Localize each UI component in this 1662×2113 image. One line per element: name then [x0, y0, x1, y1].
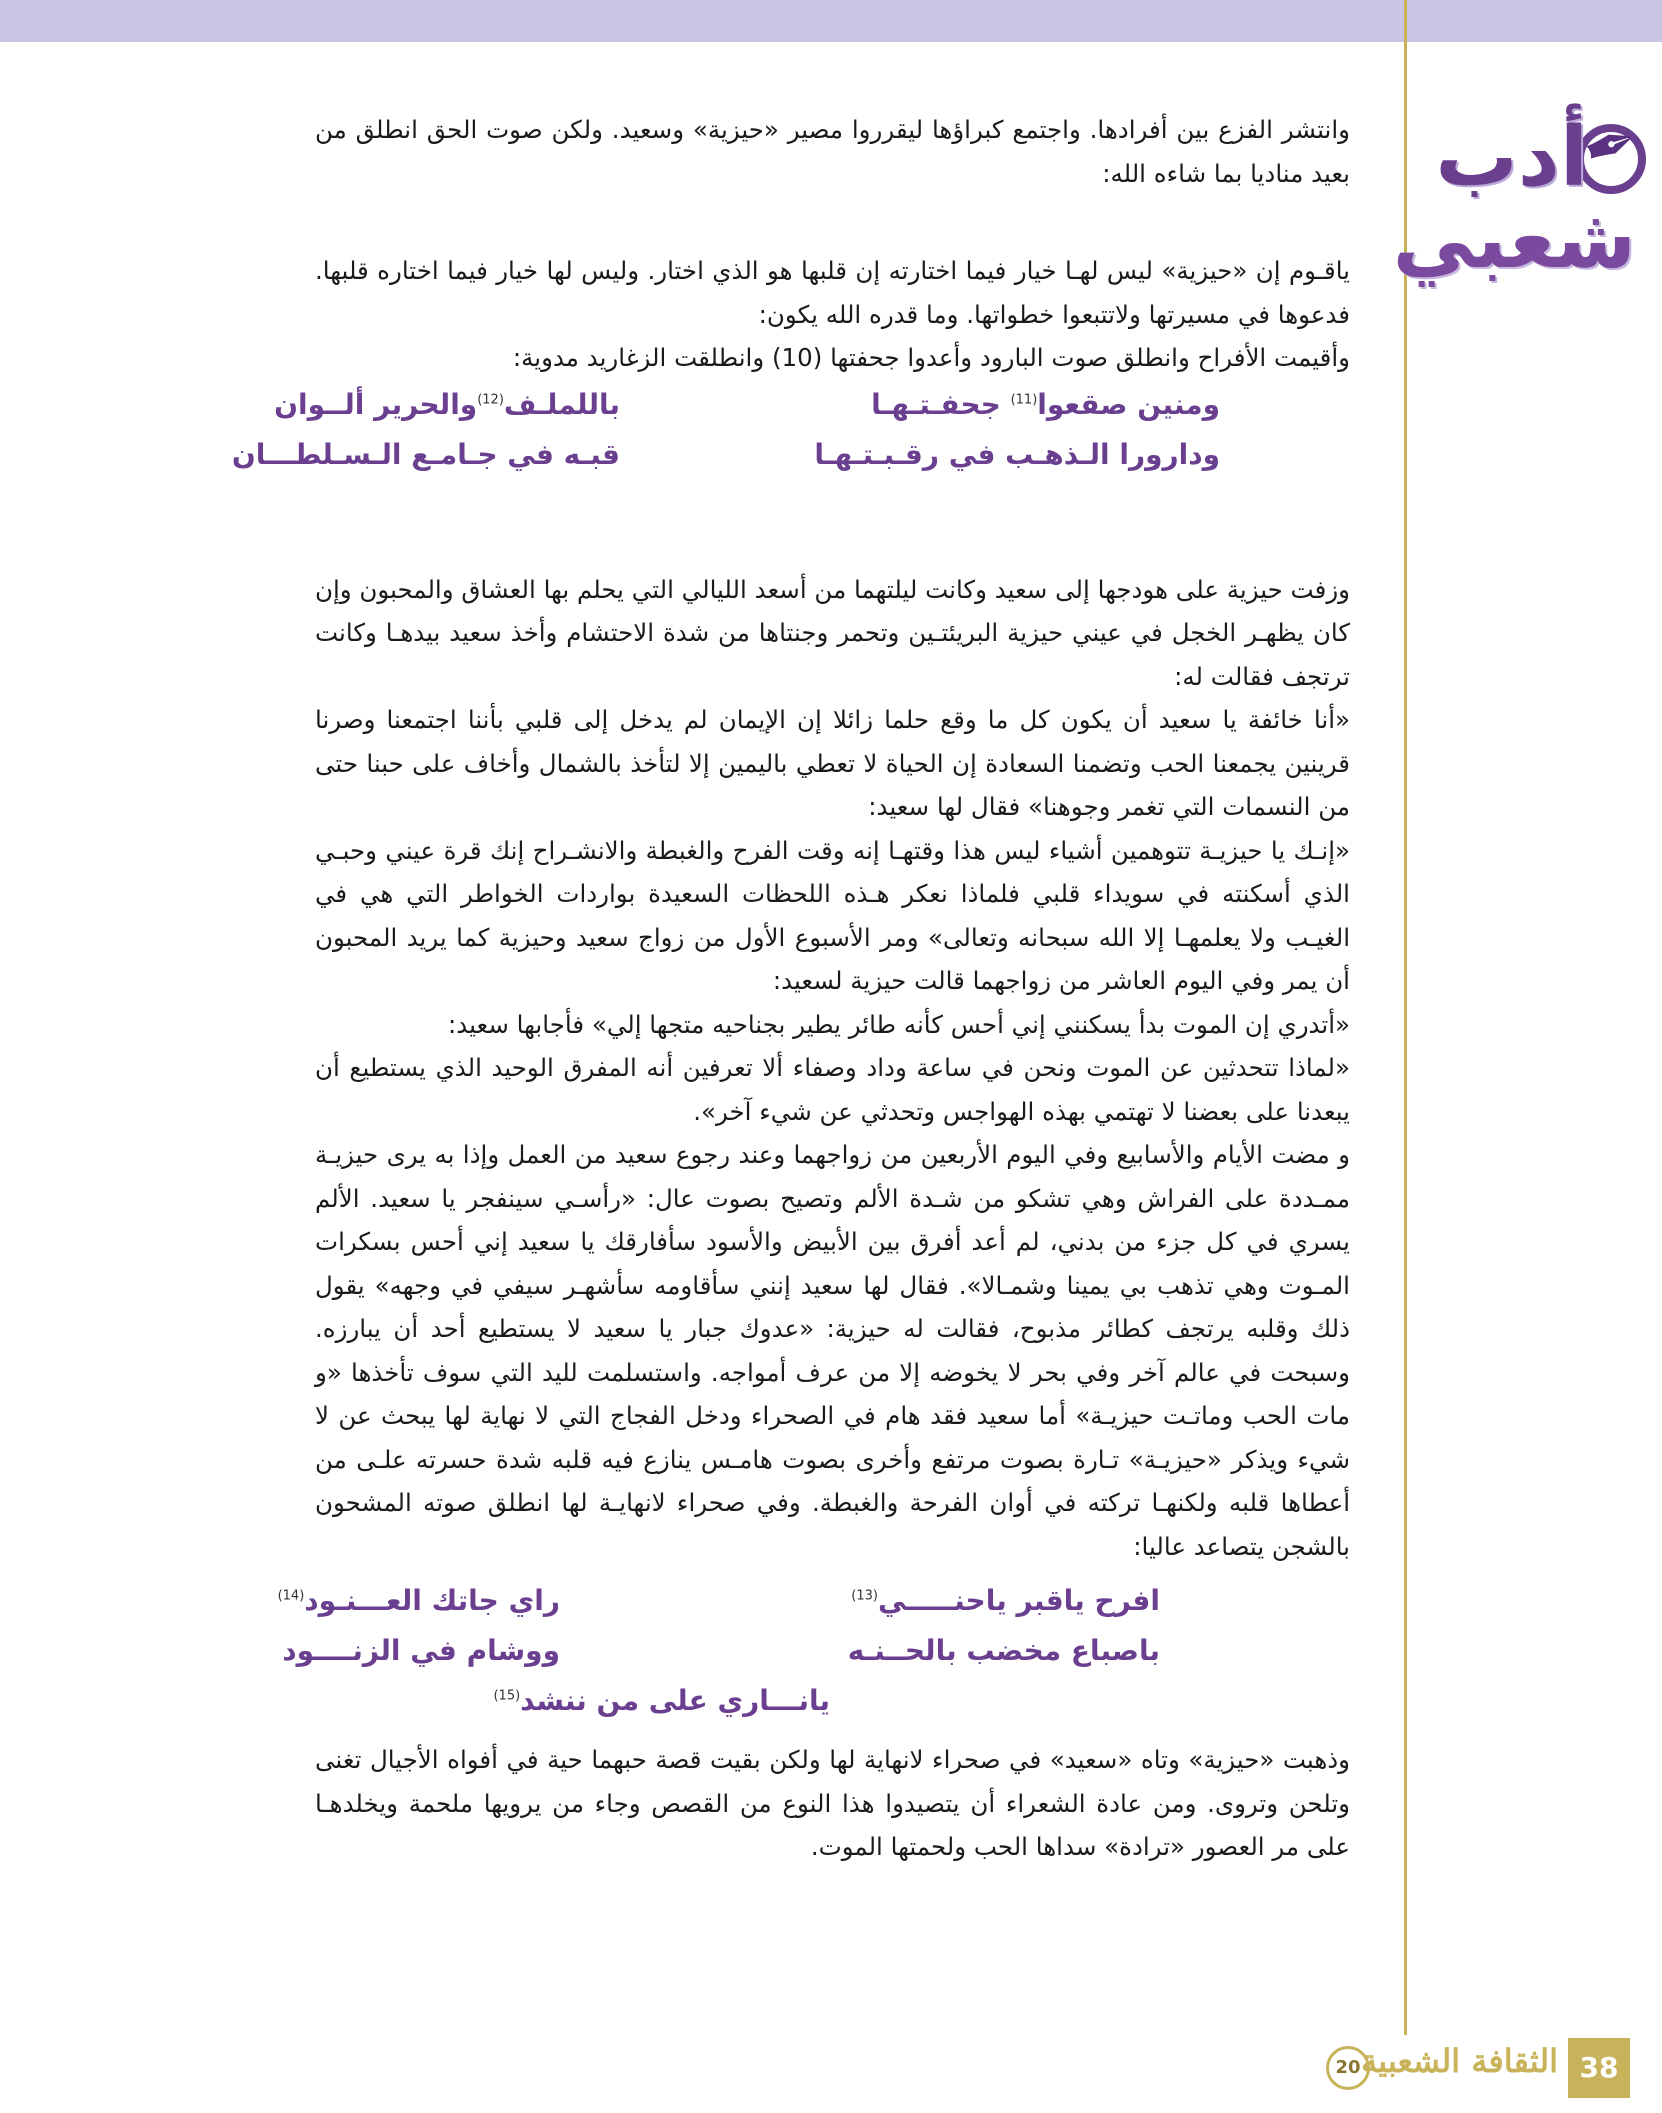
footnote-ref: (12): [477, 392, 504, 408]
verse-text: افرح ياقبر ياحنـــــي: [877, 1584, 1160, 1617]
footnote-ref: (14): [277, 1588, 305, 1604]
verse-text: ودارورا الـذهـب في رقـبـتـهـا: [814, 437, 1220, 471]
paragraph: «لماذا تتحدثين عن الموت ونحن في ساعة وداد وصفاء ألا تعرفين أنه المفرق الوحيد الذي يستطيع أن يبعدنا على بعضنا لا تهتمي بهذه الهواجس وتحدثي عن شيء آخر».: [315, 1053, 1350, 1126]
article-body: [231, 108, 1350, 1869]
section-title-line1: أدب: [1435, 110, 1588, 205]
paragraph: ياقـوم إن «حيزية» ليس لهـا خيار فيما اختارته إن قلبها هو الذي اختار. وليس لها خيار فيما اختاره قلبها. فدعوها في مسيرتها ولاتتبعوا خطواتها. وما قدره الله يكون:: [315, 256, 1350, 329]
section-title-line2: شعبي: [1392, 192, 1636, 287]
paragraph: و مضت الأيام والأسابيع وفي اليوم الأربعين من زواجهما وعند رجوع سعيد من العمل وإذا به يرى حيزيـة ممـددة على الفراش وهي تشكو من شـدة الألم وتصيح بصوت عال: «رأسـي سينفجر يا سعيد. الألم يسري في كل جزء من بدني، لم أعد أفرق بين الأبيض والأسود سأفارقك يا سعيد إني أحس بسكرات المـوت وهي تذهب بي يمينا وشمـالا». فقال لها سعيد إنني سأقاومه سأشهـر سيفي في وجهه» يقول ذلك وقلبه يرتجف كطائر مذبوح، فقالت له حيزية: «عدوك جبار يا سعيد لا يستطيع أحد أن يبارزه. وسبحت في عالم آخر وفي بحر لا يخوضه إلا من عرف أمواجه. واستسلمت لليد التي سوف تأخذها «و مات الحب وماتـت حيزيـة» أما سعيد فقد هام في الصحراء ودخل الفجاج التي لا نهاية لها يبحث عن لا شيء ويذكر «حيزيـة» تـارة بصوت مرتفع وأخرى بصوت هامـس ينازع فيه قلبه شدة حسرته علـى من أعطاها قلبه ولكنهـا تركته في أوان الفرحة والغبطة. وفي صحراء لانهايـة لها انطلق صوته المشحون بالشجن يتصاعد عاليا:: [315, 1140, 1350, 1561]
verse-text: باللملـف: [503, 387, 620, 421]
verse-text: يانـــاري على من ننشد: [520, 1684, 830, 1717]
issue-number: 20: [1326, 2046, 1370, 2090]
top-color-bar: [0, 0, 1662, 42]
footnote-ref: (13): [851, 1588, 878, 1604]
verse-block-2: [277, 1584, 1350, 1734]
margin-rule: [1404, 0, 1407, 2035]
verse-line: [231, 437, 1220, 488]
paragraph: وانتشر الفزع بين أفرادها. واجتمع كبراؤها ليقرروا مصير «حيزية» وسعيد. ولكن صوت الحق انطلق من بعيد مناديا بما شاءه الله:: [315, 115, 1350, 188]
page-number: 38: [1568, 2038, 1630, 2098]
verse-line: [277, 1584, 1160, 1634]
page-footer: [1300, 2038, 1630, 2098]
paragraph: وأقيمت الأفراح وانطلق صوت البارود وأعدوا جحفتها (10) وانطلقت الزغاريد مدوية:: [512, 343, 1350, 372]
paragraph: «أتدري إن الموت بدأ يسكنني إني أحس كأنه طائر يطير بجناحيه متجها إلي» فأجابها سعيد:: [448, 1009, 1350, 1039]
verse-block-1: [231, 387, 1350, 488]
verse-text: راي جاتك العـــنـود: [304, 1584, 560, 1617]
verse-line: [282, 1634, 1160, 1684]
verse-text: جحفـتـهـا: [871, 387, 1001, 421]
verse-line: [315, 1684, 1160, 1734]
verse-text: ومنين صقعوا: [1037, 387, 1220, 421]
magazine-title: الثقافة الشعبية: [1361, 2042, 1558, 2080]
section-logo: [1392, 103, 1650, 310]
quill-icon: ✒: [1573, 103, 1650, 191]
verse-text: قبـه في جـامـع الـسـلطـــان: [231, 437, 620, 471]
verse-text: ووشام في الزنــــود: [282, 1634, 560, 1667]
verse-text: باصباع مخضب بالحــنـه: [847, 1634, 1160, 1667]
paragraph: «إنـك يا حيزيـة تتوهمين أشياء ليس هذا وقتهـا إنه وقت الفرح والغبطة والانشـراح إنك قرة عيني وحبـي الذي أسكنته في سويداء قلبي فلماذا نعكر هـذه اللحظات السعيدة بواردات الخواطر التي هي في الغيـب ولا يعلمهـا إلا الله سبحانه وتعالى» ومر الأسبوع الأول من زواج سعيد وحيزية كما يريد المحبون أن يمر وفي اليوم العاشر من زواجهما قالت حيزية لسعيد:: [315, 835, 1350, 995]
footnote-ref: (11): [1010, 392, 1038, 408]
paragraph: وزفت حيزية على هودجها إلى سعيد وكانت ليلتهما من أسعد الليالي التي يحلم بها العشاق والمحبون وإن كان يظهـر الخجل في عيني حيزية البريئتـين وتحمر وجنتاها من شدة الاحتشام وأخذ سعيد بيدهـا وكانت ترتجف فقالت له:: [315, 574, 1350, 691]
paragraph: وذهبت «حيزية» وتاه «سعيد» في صحراء لانهاية لها ولكن بقيت قصة حبهما حية في أفواه الأجيال تغنى وتلحن وتروى. ومن عادة الشعراء أن يتصيدوا هذا النوع من القصص وجاء من يرويها ملحمة ويخلدهـا على مر العصور «ترادة» سداها الحب ولحمتها الموت.: [315, 1745, 1350, 1861]
paragraph: «أنا خائفة يا سعيد أن يكون كل ما وقع حلما زائلا إن الإيمان لم يدخل إلى قلبي بأننا اجتمعنا وصرنا قرينين يجمعنا الحب وتضمنا السعادة إن الحياة لا تعطي باليمين إلا لتأخذ بالشمال وأخاف على حبنا حتى من النسمات التي تغمر وجوهنا» فقال لها سعيد:: [315, 705, 1350, 821]
footnote-ref: (15): [493, 1688, 521, 1704]
verse-text: والحرير ألــوان: [274, 387, 478, 421]
verse-line: [274, 387, 1220, 438]
